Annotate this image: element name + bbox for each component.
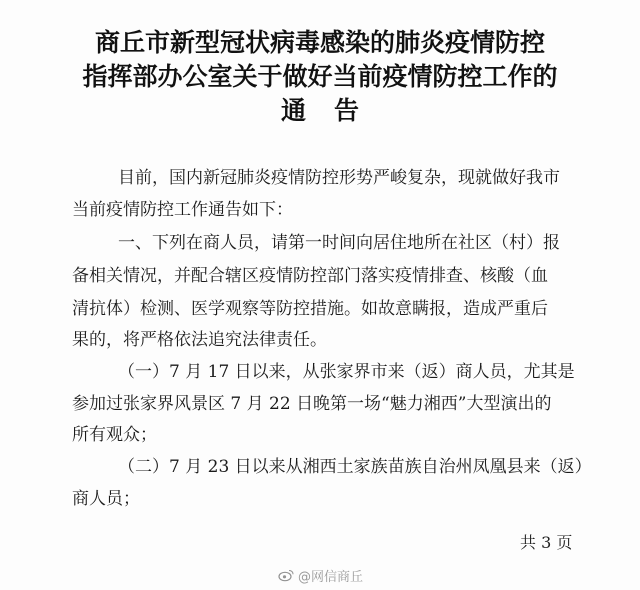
body-line: 商人员； bbox=[72, 489, 140, 509]
body-line: （一）7 月 17 日以来，从张家界市来（返）商人员，尤其是 bbox=[118, 362, 575, 382]
body-line: 果的，将严格依法追究法律责任。 bbox=[72, 330, 327, 350]
watermark bbox=[278, 565, 363, 585]
notice-title-line-2: 指挥部办公室关于做好当前疫情防控工作的 bbox=[82, 62, 558, 91]
body-line: （二）7 月 23 日以来从湘西土家族苗族自治州凤凰县来（返） bbox=[118, 457, 592, 477]
body-line: 清抗体）检测、医学观察等防控措施。如故意瞒报，造成严重后 bbox=[72, 299, 548, 319]
weibo-logo-icon bbox=[278, 568, 294, 582]
notice-title-line-3: 通告 bbox=[280, 96, 387, 125]
body-line: 一、下列在商人员，请第一时间向居住地所在社区（村）报 bbox=[118, 233, 560, 253]
watermark-text: @网信商丘 bbox=[298, 569, 364, 585]
body-line: 参加过张家界风景区 7 月 22 日晚第一场“魅力湘西”大型演出的 bbox=[72, 394, 552, 414]
notice-title-line-1: 商丘市新型冠状病毒感染的肺炎疫情防控 bbox=[94, 28, 545, 57]
body-line: 所有观众； bbox=[72, 425, 157, 445]
body-line: 当前疫情防控工作通告如下： bbox=[72, 200, 293, 220]
body-line: 目前，国内新冠肺炎疫情防控形势严峻复杂，现就做好我市 bbox=[118, 168, 560, 188]
page-count: 共 3 页 bbox=[520, 533, 573, 552]
body-line: 备相关情况，并配合辖区疫情防控部门落实疫情排查、核酸（血 bbox=[72, 266, 548, 286]
